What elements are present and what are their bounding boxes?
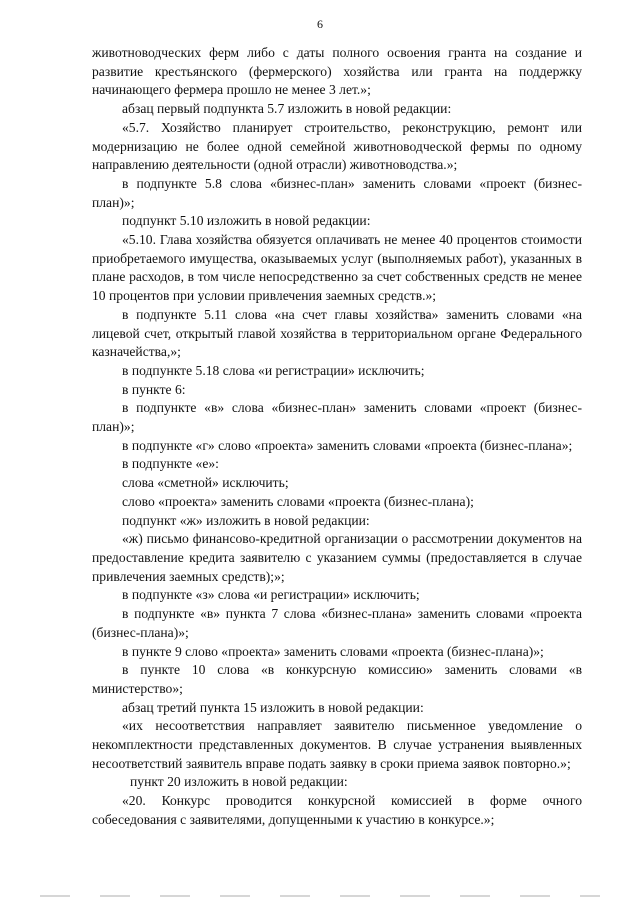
paragraph: абзац третий пункта 15 изложить в новой редакции: bbox=[122, 699, 424, 715]
paragraph: «20. Конкурс проводится конкурсной комиссией в форме очного собеседования с заявителями, допущенными к участию в конкурсе.»; bbox=[92, 793, 582, 827]
paragraph: «5.7. Хозяйство планирует строительство, реконструкцию, ремонт или модернизацию не более одной семейной животноводческой фермы по одному направлению деятельности (одной отрасли) животноводства.»; bbox=[92, 119, 582, 173]
paragraph: «5.10. Глава хозяйства обязуется оплачивать не менее 40 процентов стоимости приобретаемого имущества, оказываемых услуг (выполняемых работ), указанных в плане расходов, в том числе непосредственно за счет собственных средств не менее 10 процентов при условии привлечения заемных средств.»; bbox=[92, 232, 582, 304]
paragraph: подпункт 5.10 изложить в новой редакции: bbox=[122, 213, 371, 229]
paragraph: в подпункте «е»: bbox=[122, 456, 219, 472]
page-number: 6 bbox=[317, 17, 323, 31]
paragraph: в подпункте «г» слово «проекта» заменить словами «проекта (бизнес-плана»; bbox=[122, 437, 573, 453]
paragraph: слова «сметной» исключить; bbox=[122, 475, 289, 491]
paragraph: «их несоответствия направляет заявителю письменное уведомление о некомплектности представленных документов. В случае устранения выявленных несоответствий заявитель вправе подать заявку в сроки приема заявок повторно.»; bbox=[92, 718, 582, 771]
paragraph: в пункте 9 слово «проекта» заменить словами «проекта (бизнес-плана)»; bbox=[122, 643, 544, 659]
paragraph: животноводческих ферм либо с даты полного освоения гранта на создание и развитие крестьянского (фермерского) хозяйства или гранта на поддержку начинающего фермера прошло не менее 3 лет.»; bbox=[92, 45, 582, 98]
paragraph: в пункте 10 слова «в конкурсную комиссию» заменить словами «в министерство»; bbox=[92, 662, 582, 696]
paragraph: в подпункте 5.18 слова «и регистрации» исключить; bbox=[122, 362, 425, 378]
paragraph: «ж) письмо финансово-кредитной организации о рассмотрении документов на предоставление кредита заявителю с указанием суммы (предоставляется в случае привлечения заемных средств);»; bbox=[92, 531, 582, 584]
paragraph: в пункте 6: bbox=[122, 381, 186, 397]
scan-artifact-line bbox=[40, 895, 600, 897]
paragraph: слово «проекта» заменить словами «проекта (бизнес-плана); bbox=[122, 493, 474, 509]
paragraph: в подпункте 5.8 слова «бизнес-план» заменить словами «проект (бизнес-план)»; bbox=[92, 175, 582, 210]
paragraph: в подпункте 5.11 слова «на счет главы хозяйства» заменить словами «на лицевой счет, открытый главой хозяйства в территориальном органе Федерального казначейства,»; bbox=[92, 306, 582, 360]
paragraph: в подпункте «з» слова «и регистрации» исключить; bbox=[122, 587, 420, 603]
paragraph: в подпункте «в» пункта 7 слова «бизнес-плана» заменить словами «проекта (бизнес-плана)»; bbox=[92, 606, 582, 640]
paragraph: подпункт «ж» изложить в новой редакции: bbox=[122, 512, 370, 528]
document-body bbox=[92, 44, 582, 830]
paragraph: пункт 20 изложить в новой редакции: bbox=[130, 774, 348, 790]
paragraph: абзац первый подпункта 5.7 изложить в новой редакции: bbox=[122, 101, 452, 117]
paragraph: в подпункте «в» слова «бизнес-план» заменить словами «проект (бизнес-план)»; bbox=[92, 400, 582, 435]
